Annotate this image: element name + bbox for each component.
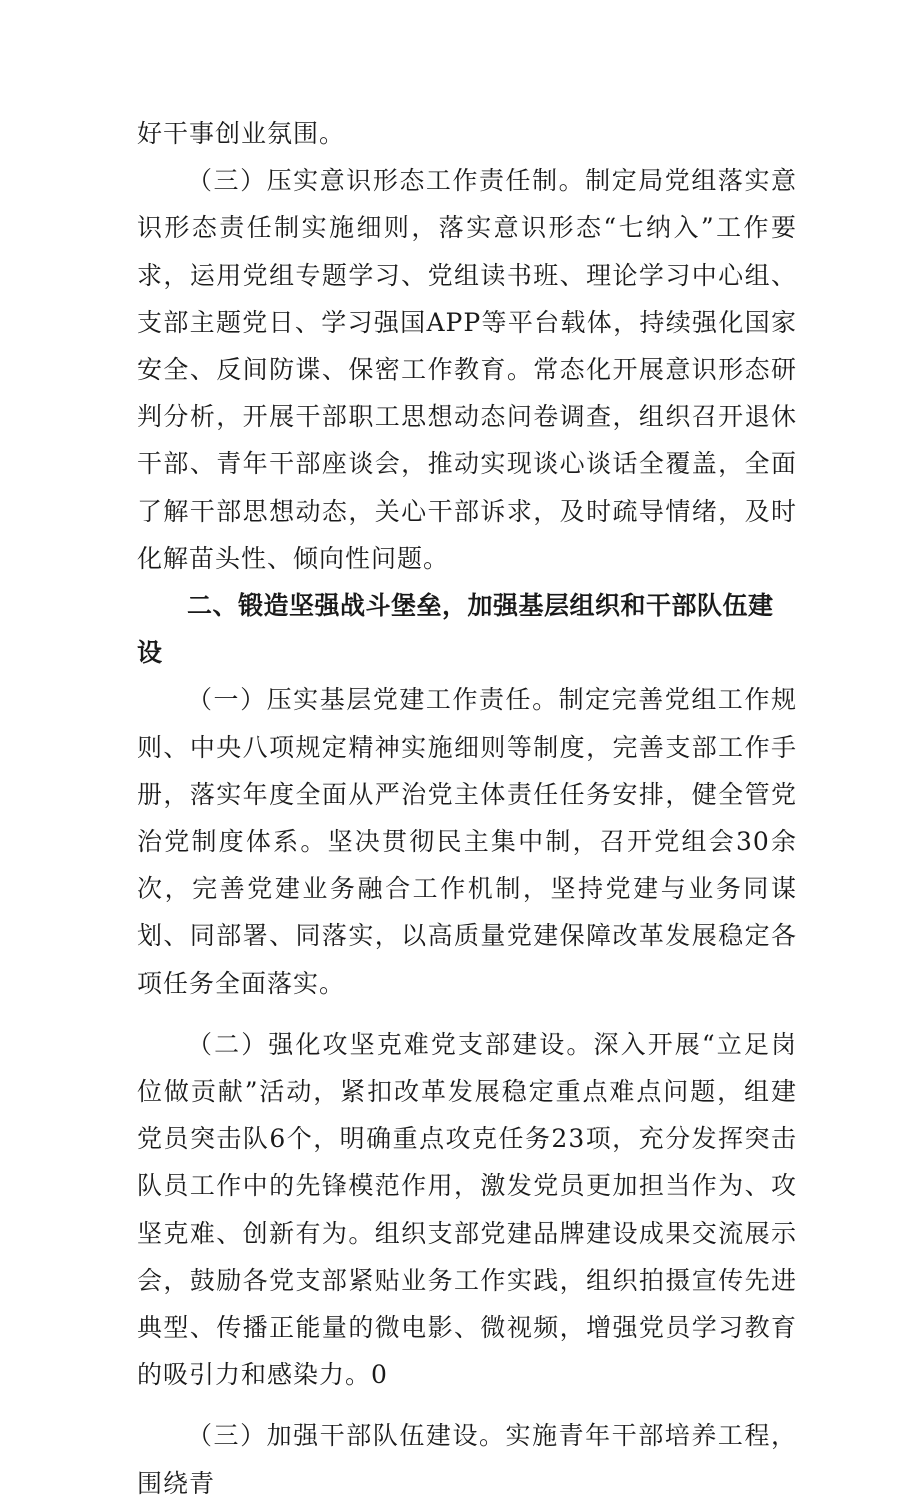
section-heading: 二、锻造坚强战斗堡垒，加强基层组织和干部队伍建设 — [137, 591, 774, 668]
paragraph-grassroots-responsibility: （一）压实基层党建工作责任。制定完善党组工作规则、中央八项规定精神实施细则等制度，完善支部工作手册，落实年度全面从严治党主体责任任务安排，健全管党治党制度体系。坚决贯彻民主集中制，召开党组会30余次，完善党建业务融合工作机制，坚持党建与业务同谋划、同部署、同落实，以高质量党建保障改革发展稳定各项任务全面落实。 — [137, 685, 797, 998]
document-body — [137, 110, 797, 1507]
paragraph-gap — [137, 1007, 797, 1021]
paragraph-continuation: 好干事创业氛围。 — [137, 119, 346, 148]
paragraph-cadre-team: （三）加强干部队伍建设。实施青年干部培养工程，围绕青 — [137, 1421, 797, 1498]
paragraph-party-branch: （二）强化攻坚克难党支部建设。深入开展“立足岗位做贡献”活动，紧扣改革发展稳定重点难点问题，组建党员突击队6个，明确重点攻克任务23项，充分发挥突击队员工作中的先锋模范作用，激发党员更加担当作为、攻坚克难、创新有为。组织支部党建品牌建设成果交流展示会，鼓励各党支部紧贴业务工作实践，组织拍摄宣传先进典型、传播正能量的微电影、微视频，增强党员学习教育的吸引力和感染力。0 — [137, 1029, 797, 1390]
paragraph-gap — [137, 1398, 797, 1412]
paragraph-ideology-responsibility: （三）压实意识形态工作责任制。制定局党组落实意识形态责任制实施细则，落实意识形态“七纳入”工作要求，运用党组专题学习、党组读书班、理论学习中心组、支部主题党日、学习强国APP等平台载体，持续强化国家安全、反间防谍、保密工作教育。常态化开展意识形态研判分析，开展干部职工思想动态问卷调查，组织召开退休干部、青年干部座谈会，推动实现谈心谈话全覆盖，全面了解干部思想动态，关心干部诉求，及时疏导情绪，及时化解苗头性、倾向性问题。 — [137, 166, 797, 573]
